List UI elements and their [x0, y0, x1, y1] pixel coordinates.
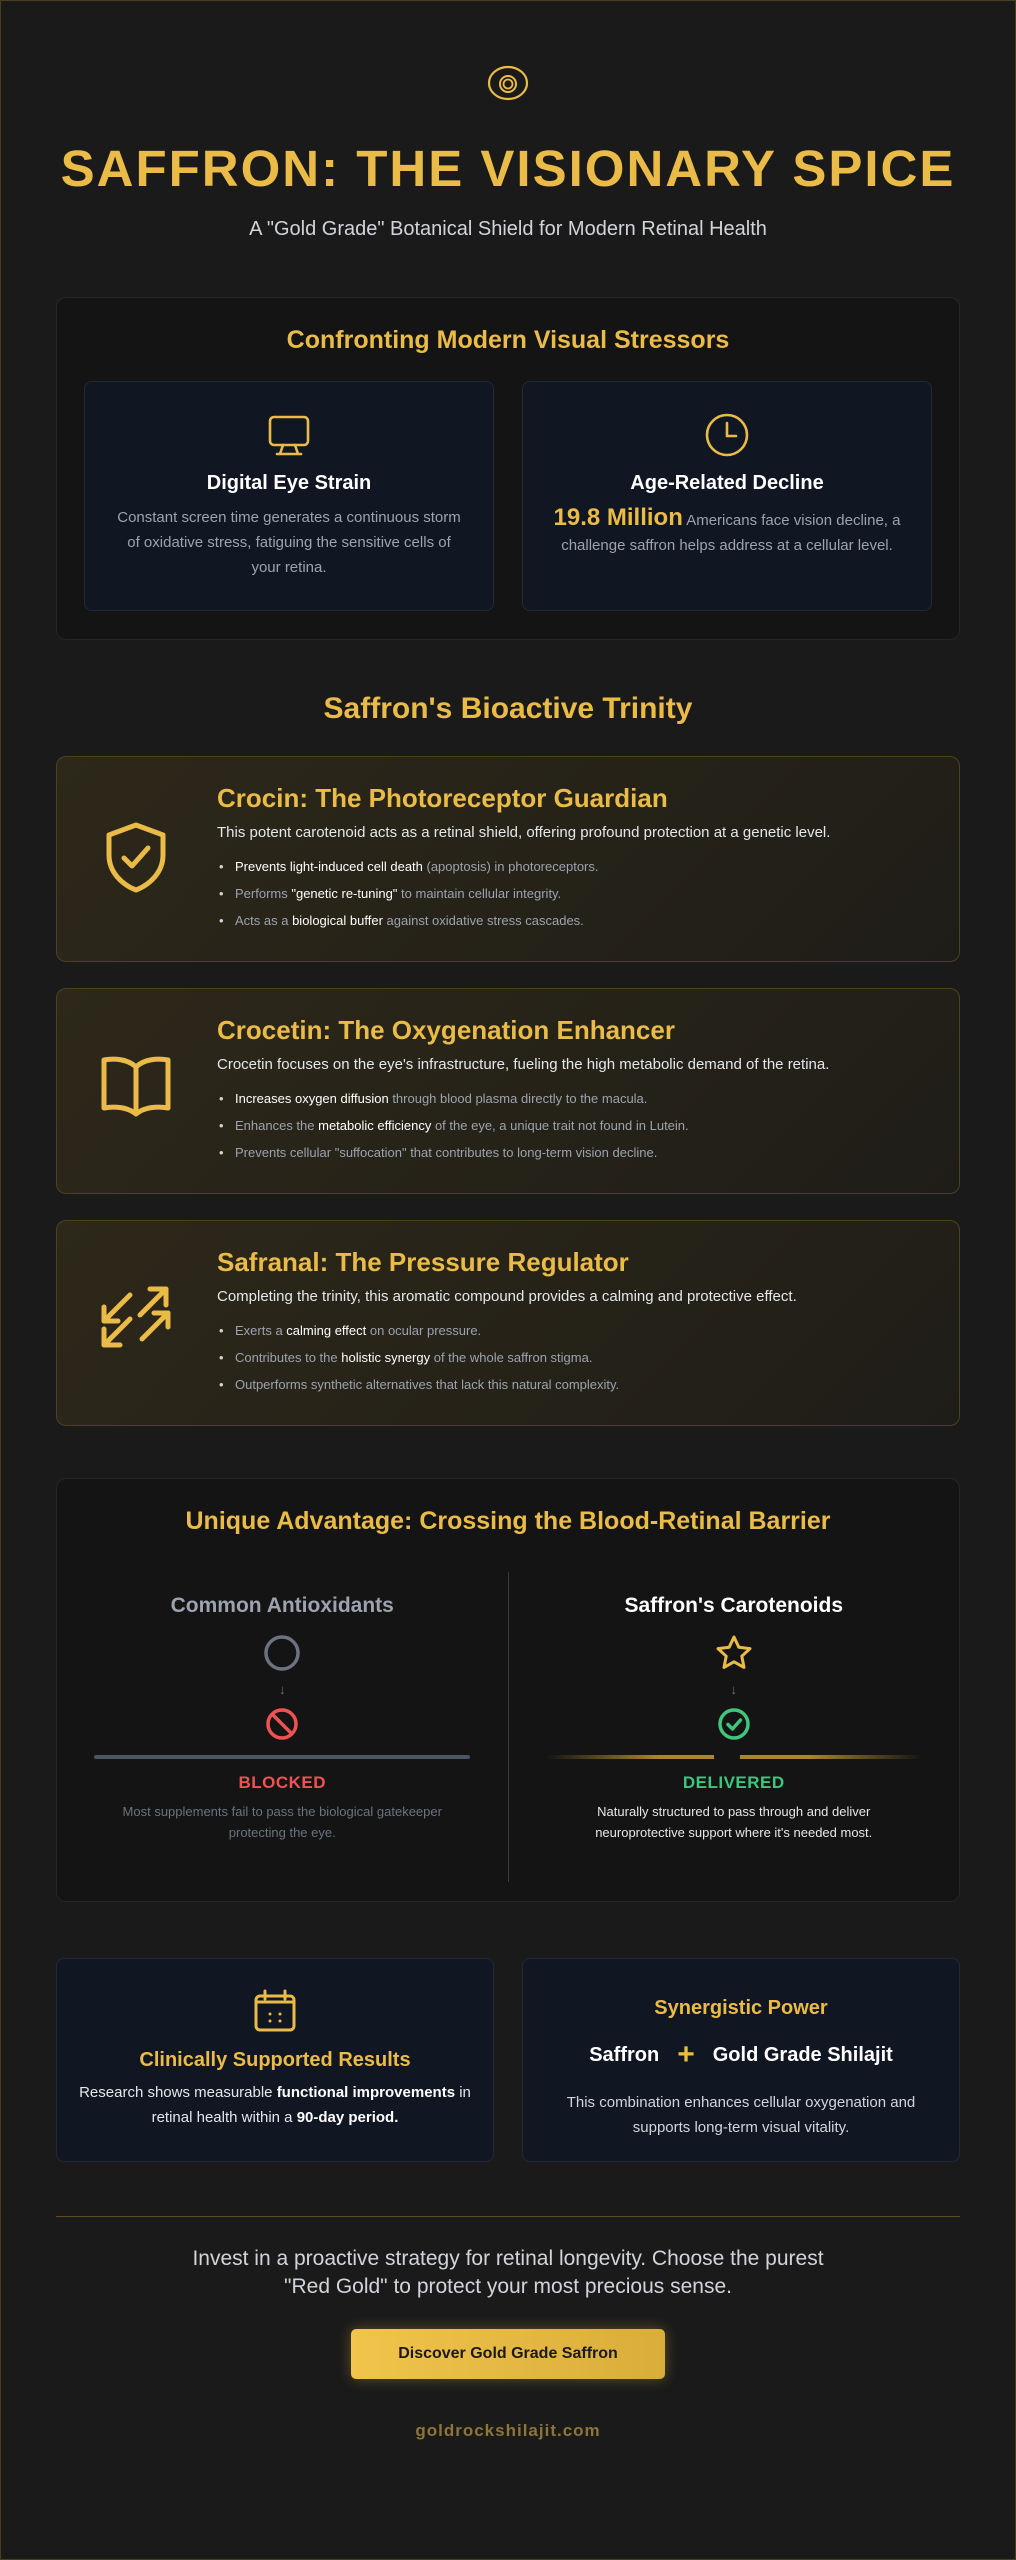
status-blocked: BLOCKED: [238, 1773, 327, 1792]
synergy-text: This combination enhances cellular oxygenation and supports long-term visual vitality.: [566, 2094, 916, 2136]
down-arrow: ↓: [730, 1682, 737, 1697]
synergy-right: Gold Grade Shilajit: [712, 2043, 893, 2066]
bullet-item: • Enhances the metabolic efficiency of the eye, a unique trait not found in Lutein.: [217, 1112, 829, 1139]
safranal-card: [56, 1220, 960, 1426]
clinical-results-card: [56, 1958, 494, 2162]
shield-check-icon: [101, 821, 171, 893]
compound-title: Safranal: The Pressure Regulator: [217, 1247, 629, 1277]
bullet-item: • Outperforms synthetic alternatives that lack this natural complexity.: [217, 1371, 797, 1398]
check-circle-icon: [717, 1707, 751, 1741]
compound-title: Crocin: The Photoreceptor Guardian: [217, 783, 668, 813]
card-text: Constant screen time generates a continuous storm of oxidative stress, fatiguing the sensitive cells of your retina.: [117, 509, 461, 576]
book-open-icon: [100, 1053, 172, 1117]
bullet-item: • Contributes to the holistic synergy of the whole saffron stigma.: [217, 1344, 797, 1371]
bullet-item: • Performs "genetic re-tuning" to maintain cellular integrity.: [217, 880, 830, 907]
saffron-carotenoids-column: [509, 1572, 960, 1882]
status-delivered: DELIVERED: [682, 1773, 785, 1792]
barrier-heading: Unique Advantage: Crossing the Blood-Retinal Barrier: [185, 1507, 831, 1535]
website-link[interactable]: goldrockshilajit.com: [415, 2421, 601, 2440]
stat-number: 19.8 Million: [553, 504, 683, 531]
bullet-item: • Exerts a calming effect on ocular pressure.: [217, 1317, 797, 1344]
barrier-panel: [56, 1478, 960, 1902]
stat-text: Americans face vision decline, a challenge saffron helps address at a cellular level.: [561, 512, 901, 554]
compound-bullets: [217, 1317, 797, 1398]
digital-eye-strain-card: [84, 381, 494, 611]
barrier-wall-with-gap: [546, 1755, 922, 1759]
star-icon: [715, 1634, 753, 1672]
column-text: Most supplements fail to pass the biological gatekeeper protecting the eye.: [122, 1804, 442, 1840]
bullet-item: • Prevents light-induced cell death (apoptosis) in photoreceptors.: [217, 853, 830, 880]
card-text: [549, 505, 905, 558]
card-title: Digital Eye Strain: [206, 472, 372, 494]
blocked-icon: [265, 1707, 299, 1741]
compound-description: This potent carotenoid acts as a retinal shield, offering profound protection at a genetic level.: [217, 824, 831, 841]
column-title: Common Antioxidants: [170, 1594, 394, 1617]
barrier-wall: [94, 1755, 470, 1759]
results-title: Clinically Supported Results: [139, 2049, 411, 2071]
crocin-card: [56, 756, 960, 962]
discover-saffron-button[interactable]: Discover Gold Grade Saffron: [351, 2329, 665, 2379]
plus-icon: +: [677, 2038, 695, 2071]
stressors-heading: Confronting Modern Visual Stressors: [286, 326, 730, 354]
page-subtitle: A "Gold Grade" Botanical Shield for Modern Retinal Health: [249, 218, 767, 240]
synergy-left: Saffron: [589, 2043, 660, 2066]
clock-icon: [704, 412, 750, 458]
calendar-icon: [253, 1989, 297, 2033]
eye-icon: [487, 65, 529, 101]
header-logo: [56, 1, 960, 101]
circle-outline-icon: [263, 1634, 301, 1672]
down-arrow: ↓: [279, 1682, 286, 1697]
results-text: Research shows measurable functional improvements in retinal health within a 90-day period.: [79, 2084, 471, 2126]
synergistic-power-card: [522, 1958, 960, 2162]
monitor-icon: [266, 412, 312, 458]
divider: [56, 2216, 960, 2217]
compound-description: Completing the trinity, this aromatic compound provides a calming and protective effect.: [217, 1288, 797, 1305]
pressure-arrows-icon: [100, 1285, 172, 1349]
age-related-decline-card: [522, 381, 932, 611]
column-title: Saffron's Carotenoids: [624, 1594, 844, 1617]
crocetin-card: [56, 988, 960, 1194]
bullet-item: • Prevents cellular "suffocation" that contributes to long-term vision decline.: [217, 1139, 829, 1166]
synergy-equation: [523, 2038, 959, 2072]
compound-description: Crocetin focuses on the eye's infrastructure, fueling the high metabolic demand of the retina.: [217, 1056, 830, 1073]
cta-text: Invest in a proactive strategy for retinal longevity. Choose the purest "Red Gold" to protect your most precious sense.: [192, 2247, 824, 2298]
page-title: SAFFRON: THE VISIONARY SPICE: [60, 140, 956, 197]
column-text: Naturally structured to pass through and deliver neuroprotective support where it's needed most.: [595, 1804, 873, 1840]
bullet-item: • Increases oxygen diffusion through blood plasma directly to the macula.: [217, 1085, 829, 1112]
card-title: Age-Related Decline: [630, 472, 824, 494]
common-antioxidants-column: [57, 1572, 509, 1882]
compound-bullets: [217, 1085, 829, 1166]
trinity-heading: Saffron's Bioactive Trinity: [323, 692, 693, 725]
compound-bullets: [217, 853, 830, 934]
synergy-title: Synergistic Power: [654, 1997, 828, 2019]
compound-title: Crocetin: The Oxygenation Enhancer: [217, 1015, 675, 1045]
bullet-item: • Acts as a biological buffer against oxidative stress cascades.: [217, 907, 830, 934]
stressors-panel: [56, 297, 960, 640]
